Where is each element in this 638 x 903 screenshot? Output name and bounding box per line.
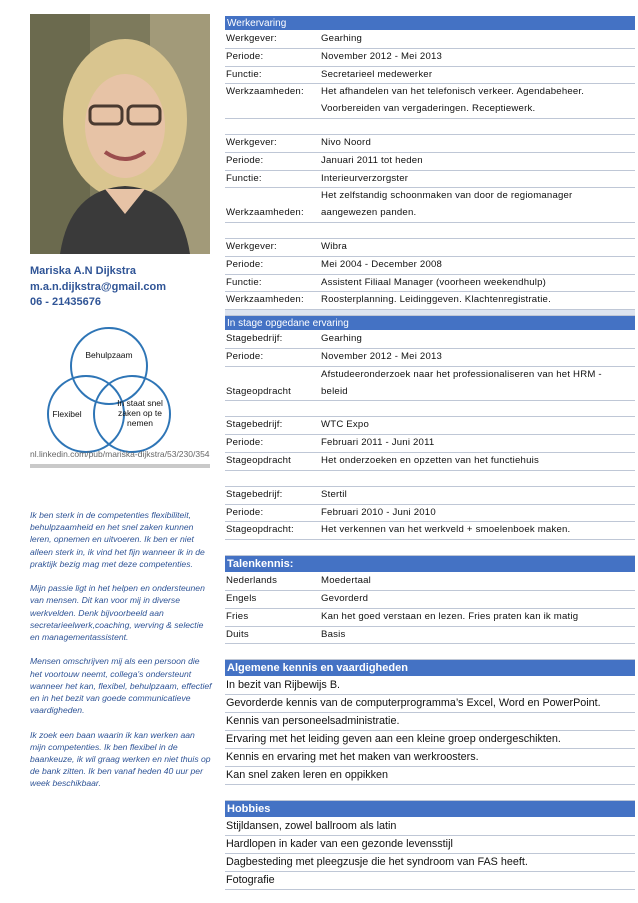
table-row [225,239,635,257]
venn-circles [34,326,184,458]
table-row [225,367,635,402]
row-label: Functie: [226,68,262,80]
row-label: Periode: [226,437,264,449]
table-row [225,522,635,540]
list-item: In bezit van Rijbewijs B. [225,677,635,695]
row-value: Stertil [321,488,347,500]
row-label: Periode: [226,258,264,270]
table-row [225,453,635,471]
sidebar [0,0,213,903]
row-value: Kan het goed verstaan en lezen. Fries praten kan ik matig [321,610,579,622]
row-value: Wibra [321,240,348,252]
list-item: Fotografie [225,872,635,890]
venn-label-right: In staat snel zaken op te nemen [117,398,163,428]
row-value: November 2012 - Mei 2013 [321,50,443,62]
row-label: Duits [226,628,249,640]
bio-paragraph: Mensen omschrijven mij als een persoon die het voortouw neemt, collega's ondersteunt wanneer het kan, flexibel, behulpzaam, effectief en in het bezit van goede communicatieve vaardigheden. [30,656,212,716]
row-value-line: Afstudeeronderzoek naar het professionaliseren van het HRM - [321,368,602,380]
row-label: Periode: [226,154,264,166]
row-label: Stageopdracht [226,385,292,397]
row-label: Stagebedrijf: [226,419,283,431]
row-label: Periode: [226,506,264,518]
venn-label-left: Flexibel [52,409,82,419]
row-value: Februari 2010 - Juni 2010 [321,506,436,518]
section-header-kennis: Algemene kennis en vaardigheden [225,660,635,677]
section-header-werkervaring: Werkervaring [225,16,635,31]
row-label: Engels [226,592,257,604]
contact-email[interactable]: m.a.n.dijkstra@gmail.com [30,280,167,293]
row-value: Roosterplanning. Leidinggeven. Klachtenregistratie. [321,294,551,306]
table-row [225,171,635,189]
row-value: Gearhing [321,333,363,345]
list-item: Kennis van personeelsadministratie. [225,713,635,731]
table-row [225,135,635,153]
table-row [225,349,635,367]
venn-circle-top [71,328,147,404]
spacer [225,540,635,556]
list-item: Gevorderde kennis van de computerprogramma’s Excel, Word en PowerPoint. [225,695,635,713]
row-label: Periode: [226,50,264,62]
spacer [225,119,635,135]
row-value: Februari 2011 - Juni 2011 [321,437,435,449]
row-value: Gearhing [321,33,363,44]
table-row [225,573,635,591]
row-value [321,188,635,222]
spacer [225,785,635,801]
list-item: Stijldansen, zowel ballroom als latin [225,818,635,836]
table-row [225,153,635,171]
row-value-line: Voorbereiden van vergaderingen. Receptiewerk. [321,103,536,115]
row-value: Assistent Filiaal Manager (voorheen weekendhulp) [321,276,547,288]
table-row [225,84,635,119]
row-label: Werkzaamheden: [226,86,304,98]
row-label: Stagebedrijf: [226,488,283,500]
row-value-line: aangewezen panden. [321,207,417,219]
row-value: WTC Expo [321,419,369,431]
row-value: Interieurverzorgster [321,172,409,184]
row-label: Functie: [226,276,262,288]
contact-block [30,264,210,311]
row-value [321,367,635,401]
row-value: Het onderzoeken en opzetten van het functiehuis [321,454,539,466]
row-value: Moedertaal [321,575,371,587]
venn-label-top: Behulpzaam [85,350,133,360]
row-label: Stageopdracht: [226,524,294,536]
table-row [225,487,635,505]
row-label: Werkgever: [226,33,277,44]
table-row [225,292,635,310]
cv-main [225,16,635,890]
row-label: Werkzaamheden: [226,207,304,219]
section-header-hobbies: Hobbies [225,801,635,818]
table-row [225,591,635,609]
list-item: Dagbesteding met pleegzusje die het syndroom van FAS heeft. [225,854,635,872]
row-value-line: beleid [321,385,348,397]
row-value-line: Het zelfstandig schoonmaken van door de regiomanager [321,190,573,202]
row-label: Periode: [226,350,264,362]
table-row [225,417,635,435]
row-label: Fries [226,610,249,622]
row-label: Stagebedrijf: [226,333,283,345]
table-row [225,627,635,645]
table-row [225,609,635,627]
row-label: Functie: [226,172,262,184]
table-row [225,331,635,349]
row-value-line: Het afhandelen van het telefonisch verkeer. Agendabeheer. [321,86,585,98]
row-value: Gevorderd [321,592,369,604]
linkedin-link[interactable]: nl.linkedin.com/pub/mariska-dijkstra/53/230/354 [30,444,210,468]
table-row [225,257,635,275]
row-value: Nivo Noord [321,136,371,148]
profile-photo-illustration [30,14,210,254]
row-value: November 2012 - Mei 2013 [321,350,443,362]
table-row [225,505,635,523]
bio-text [30,509,212,802]
table-row [225,49,635,67]
bio-paragraph: Ik ben sterk in de competenties flexibiliteit, behulpzaamheid en het snel zaken kunnen leren, opnemen en uitvoeren. Ik ben er niet alleen sterk in, ik vind het fijn wanneer ik in de praktijk bezig mag met deze competenties. [30,510,205,569]
section-header-stage: In stage opgedane ervaring [225,316,635,331]
section-header-talen: Talenkennis: [225,556,635,573]
row-label: Stageopdracht [226,454,292,466]
spacer [225,644,635,660]
row-value: Januari 2011 tot heden [321,154,423,166]
spacer [225,401,635,417]
row-value: Het verkennen van het werkveld + smoelenboek maken. [321,524,571,536]
table-row [225,67,635,85]
table-row [225,435,635,453]
table-row [225,188,635,223]
list-item: Ervaring met het leiding geven aan een kleine groep ondergeschikten. [225,731,635,749]
row-label: Werkgever: [226,240,277,252]
spacer [225,223,635,239]
bio-paragraph: Ik zoek een baan waarin ik kan werken aan mijn competenties. Ik ben flexibel in de baankeuze, ik wil graag werken en niet thuis op de bank zitten. Ik ben vanaf heden 40 uur per week beschikbaar. [30,729,211,789]
bio-paragraph: Mijn passie ligt in het helpen en ondersteunen van mensen. Dit kan voor mij in diverse werkvelden. Denk bijvoorbeeld aan secretarieelwerk,coaching, werving & selectie en managementassistent. [30,583,205,643]
table-row [225,31,635,49]
profile-photo [30,14,210,254]
list-item: Hardlopen in kader van een gezonde levensstijl [225,836,635,854]
row-value [321,84,635,118]
competency-venn-diagram [34,326,184,458]
row-value: Secretarieel medewerker [321,68,433,80]
row-label: Nederlands [226,575,278,587]
list-item: Kennis en ervaring met het maken van werkroosters. [225,749,635,767]
contact-phone: 06 - 21435676 [30,296,101,308]
row-label: Werkgever: [226,136,277,148]
contact-name: Mariska A.N Dijkstra [30,265,136,277]
row-value: Basis [321,628,346,640]
row-value: Mei 2004 - December 2008 [321,258,443,270]
table-row [225,275,635,293]
list-item: Kan snel zaken leren en oppikken [225,767,635,785]
row-label: Werkzaamheden: [226,294,304,306]
spacer [225,471,635,487]
